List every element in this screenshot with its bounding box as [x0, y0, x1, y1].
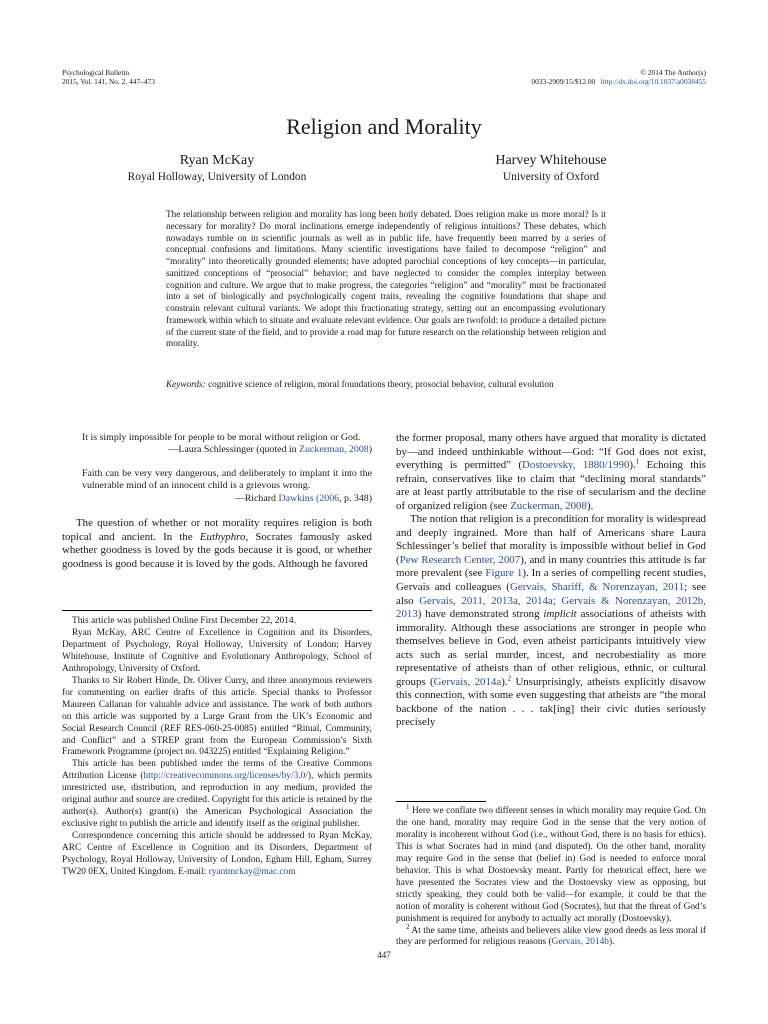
- epigraph-1: It is simply impossible for people to be moral without religion or God.: [82, 432, 361, 443]
- citation-link[interactable]: Dawkins (2006: [278, 492, 340, 504]
- footnote-divider: [62, 610, 372, 611]
- footnotes: [396, 802, 706, 949]
- body-paragraph: the former proposal, many others have argued that morality is dictated by—and indeed unthinkable without—God: “If God does not exist, everything is permitted” (Dostoevsky, 1880/1990).$^1$ Echoing this refrain, conservatives like to claim that “declining moral standards” are at least partly attributable to the rise of secularism and the decline of organized religion (see Zuckerman, 2008).: [396, 432, 706, 512]
- author-notes: [62, 616, 372, 879]
- page-number: 447: [377, 950, 391, 960]
- body-paragraph: The notion that religion is a precondition for morality is widespread and deeply ingrained. More than half of Americans share Laura Schlessinger’s belief that morality is impossible without belief in God (Pew Research Center, 2007), and in many countries this attitude is far more prevalent (see Figure 1). In a series of compelling recent studies, Gervais and colleagues (Gervais, Shariff, & Norenzayan, 2011; see also Gervais, 2011, 2013a, 2014a; Gervais & Norenzayan, 2012b, 2013) have demonstrated strong implicit associations of atheists with immorality. Although these associations are stronger in people who themselves believe in God, even atheist participants intuitively view acts such as serial murder, incest, and necrobestiality as more representative of atheists than of other religious, ethnic, or cultural groups (Gervais, 2014a).$^2$ Unsurprisingly, atheists explicitly disavow this connection, with some even suggesting that atheists are “the moral backbone of the nation . . . tak[ing] their civic duties seriously precisely: [396, 513, 706, 729]
- author-note: Thanks to Sir Robert Hinde, Dr. Oliver Curry, and three anonymous reviewers for commenting on earlier drafts of this article. Special thanks to Professor Maureen Callanan for valuable advice and assistance. The work of both authors on this article was supported by a Large Grant from the UK’s Economic and Social Research Council (REF RES-060-25-0085) entitled “Ritual, Community, and Conflict” and a STREP grant from the European Commission’s Sixth Framework Programme (project no. 043225) entitled “Explaining Religion.”: [62, 675, 372, 758]
- citation-link[interactable]: Pew Research Center, 2007: [399, 553, 521, 566]
- citation-link[interactable]: Gervais, Shariff, & Norenzayan, 2011: [509, 581, 685, 594]
- journal-volume: 2015, Vol. 141, No. 2, 447–473: [62, 77, 155, 86]
- copyright-block: [531, 68, 706, 86]
- citation-link[interactable]: Dostoevsky, 1880/1990: [522, 459, 630, 472]
- author-note: Correspondence concerning this article should be addressed to Ryan McKay, ARC Centre of Excellence in Cognition and its Disorders, Department of Psychology, Royal Holloway, University of London, Egham Hill, Egham, Surrey TW20 0EX, United Kingdom. E-mail: ryantmckay@mac.com: [62, 831, 372, 878]
- license-link[interactable]: http://creativecommons.org/licenses/by/3.0/: [143, 771, 308, 782]
- email-link[interactable]: ryantmckay@mac.com: [208, 867, 296, 878]
- citation-link[interactable]: Zuckerman, 2008: [299, 444, 369, 456]
- footnote: $^1$ Here we conflate two different senses in which morality may require God. On the one hand, morality may require God in the sense that the very notion of morality is incoherent without God (i.e., without God, there is no basis for ethics). This is what Socrates had in mind (and disputed). On the other hand, morality may require God in the sense that (belief in) God is needed to enforce moral behavior. This is what Dostoevsky meant. Partly for rhetorical effect, here we have presented the Socrates view and the Dostoevsky view as opposing, but strictly speaking, they could both be valid—for example, it could be that the notion of morality is coherent without God (Socrates), but that the threat of God’s punishment is required for anybody to actually act morally (Dostoevsky).: [396, 802, 706, 924]
- doi-link[interactable]: http://dx.doi.org/10.1037/a0038455: [600, 77, 706, 86]
- citation-link[interactable]: Gervais, 2014a: [433, 675, 502, 688]
- journal-citation: [62, 68, 155, 86]
- citation-link[interactable]: Gervais, 2014b: [551, 937, 609, 948]
- author-note: This article has been published under the terms of the Creative Commons Attribution License (http://creativecommons.org/licenses/by/3.0/), which permits unrestricted use, distribution, and reproduction in any medium, provided the original author and source are credited. Copyright for this article is retained by the author(s). Author(s) grant(s) the American Psychological Association the exclusive right to publish the article and identify itself as the original publisher.: [62, 759, 372, 830]
- author-1-name: Ryan McKay: [179, 153, 255, 168]
- author-note: Ryan McKay, ARC Centre of Excellence in Cognition and its Disorders, Department of Psychology, Royal Holloway, University of London; Harvey Whitehouse, Institute of Cognitive and Evolutionary Anthropology, School of Anthropology, University of Oxford.: [62, 627, 372, 674]
- footnote-number: 2: [406, 922, 410, 931]
- body-paragraph: The question of whether or not morality requires religion is both topical and ancient. In the Euthyphro, Socrates famously asked whether goodness is loved by the gods because it is good, or whether goodness is good because it is loved by the gods. Although he favored: [62, 517, 372, 570]
- author-note: This article was published Online First December 22, 2014.: [72, 616, 296, 626]
- author-2-name: Harvey Whitehouse: [495, 153, 607, 168]
- citation-link[interactable]: Zuckerman, 2008: [510, 499, 587, 512]
- issn-doi-line: [531, 77, 706, 86]
- epigraph-1-attribution: —Laura Schlessinger (quoted in Zuckerman, 2008): [168, 444, 372, 456]
- citation-link[interactable]: Gervais, 2011, 2013a, 2014a; Gervais & Norenzayan, 2012b, 2013: [396, 594, 706, 621]
- issn: 0033-2909/15/$12.00: [531, 77, 596, 86]
- epigraph-2: Faith can be very very dangerous, and deliberately to implant it into the vulnerable mind of an innocent child is a grievous wrong.: [82, 467, 372, 492]
- keywords-label: Keywords:: [166, 380, 206, 390]
- right-column: [396, 432, 706, 730]
- author-2-affiliation: University of Oxford: [502, 171, 600, 183]
- author-1-affiliation: Royal Holloway, University of London: [127, 171, 307, 183]
- footnote: $^2$ At the same time, atheists and believers alike view good deeds as less moral if they are performed for religious reasons (Gervais, 2014b).: [396, 922, 706, 948]
- keywords-line: [166, 380, 606, 392]
- epigraph-2-attribution: —Richard Dawkins (2006, p. 348): [234, 492, 372, 504]
- keywords-list: cognitive science of religion, moral foundations theory, prosocial behavior, cultural evolution: [208, 380, 554, 390]
- footnote-ref[interactable]: 1: [635, 457, 640, 466]
- author-2: [396, 154, 706, 184]
- author-1: [62, 154, 372, 184]
- article-title: Religion and Morality: [286, 114, 482, 139]
- copyright-notice: © 2014 The Author(s): [640, 68, 706, 77]
- footnote-number: 1: [406, 802, 410, 811]
- footnote-ref[interactable]: 2: [507, 674, 512, 683]
- footnote-divider: [396, 801, 486, 802]
- figure-link[interactable]: Figure 1: [485, 567, 523, 580]
- abstract: The relationship between religion and morality has long been hotly debated. Does religion make us more moral? Is it necessary for morality? Do moral inclinations emerge independently of religious intuitions? These debates, which nowadays rumble on in scientific journals as well as in public life, have frequently been marred by a series of conceptual confusions and limitations. Many scientific investigations have failed to decompose “religion” and “morality” into theoretically grounded elements; have adopted parochial conceptions of key concepts—in particular, sanitized conceptions of “prosocial” behavior; and have neglected to consider the complex interplay between cognition and culture. We argue that to make progress, the categories “religion” and “morality” must be fractionated into a set of biologically and psychologically cogent traits, revealing the cognitive foundations that shape and constrain relevant cultural variants. We adopt this fractionating strategy, setting out an encompassing evolutionary framework within which to situate and evaluate relevant evidence. Our goals are twofold: to produce a detailed picture of the current state of the field, and to provide a road map for future research on the relationship between religion and morality.: [166, 210, 606, 350]
- journal-name: Psychological Bulletin: [62, 68, 130, 77]
- left-column: [62, 432, 372, 571]
